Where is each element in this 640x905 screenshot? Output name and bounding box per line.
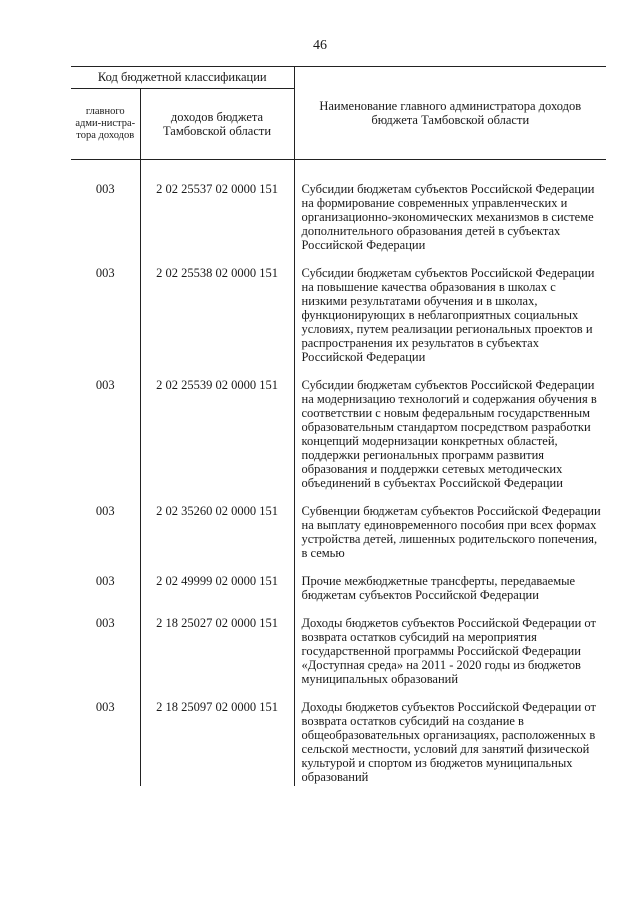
header-chief-administrator: главного адми-нистра-тора доходов [71, 89, 140, 160]
admin-code-cell: 003 [95, 700, 115, 714]
description-cell: Субвенции бюджетам субъектов Российской Федерации на выплату единовременного пособия при всех формах устройства детей, лишенных родительского попечения, в семью [294, 504, 606, 574]
table-body [71, 160, 606, 787]
admin-code-cell: 003 [95, 182, 115, 196]
header-administrator-name: Наименование главного администратора доходов бюджета Тамбовской области [294, 67, 606, 160]
admin-code-cell: 003 [95, 616, 115, 630]
table-row [71, 182, 606, 266]
classification-code-cell: 2 02 49999 02 0000 151 [140, 574, 294, 616]
header-regional-income: доходов бюджета Тамбовской области [140, 89, 294, 160]
classification-code-cell: 2 02 35260 02 0000 151 [140, 504, 294, 574]
budget-classification-table [71, 66, 606, 786]
header-budget-classification-code: Код бюджетной классификации [71, 67, 294, 89]
description-cell: Доходы бюджетов субъектов Российской Федерации от возврата остатков субсидий на мероприятия государственной программы Российской Федерации «Доступная среда» на 2011 - 2020 годы из бюджетов муниципальных образований [294, 616, 606, 700]
page-number: 46 [313, 38, 327, 53]
classification-code-cell: 2 18 25027 02 0000 151 [140, 616, 294, 700]
admin-code-cell: 003 [95, 574, 115, 588]
description-cell: Прочие межбюджетные трансферты, передаваемые бюджетам субъектов Российской Федерации [294, 574, 606, 616]
table-row [71, 378, 606, 504]
description-cell: Субсидии бюджетам субъектов Российской Федерации на повышение качества образования в школах с низкими результатами обучения и в школах, функционирующих в неблагоприятных социальных условиях, путем реализации региональных проектов и распространения их результатов в субъектах Российской Федерации [294, 266, 606, 378]
classification-code-cell: 2 18 25097 02 0000 151 [140, 700, 294, 786]
table-row [71, 504, 606, 574]
admin-code-cell: 003 [95, 504, 115, 518]
classification-code-cell: 2 02 25538 02 0000 151 [140, 266, 294, 378]
classification-code-cell: 2 02 25539 02 0000 151 [140, 378, 294, 504]
description-cell: Доходы бюджетов субъектов Российской Федерации от возврата остатков субсидий на создание в общеобразовательных организациях, расположенных в сельской местности, условий для занятий физической культурой и спортом из бюджетов муниципальных образований [294, 700, 606, 786]
classification-code-cell: 2 02 25537 02 0000 151 [140, 182, 294, 266]
admin-code-cell: 003 [95, 378, 115, 392]
table-header-row-1 [71, 67, 606, 89]
description-cell: Субсидии бюджетам субъектов Российской Федерации на формирование современных управленческих и организационно-экономических механизмов в системе дополнительного образования детей в субъектах Российской Федерации [294, 182, 606, 266]
table-row [71, 616, 606, 700]
table-spacer-row [71, 160, 606, 183]
table-row [71, 700, 606, 786]
table-row [71, 266, 606, 378]
description-cell: Субсидии бюджетам субъектов Российской Федерации на модернизацию технологий и содержания обучения в соответствии с новым федеральным государственным образовательным стандартом посредством разработки концепций модернизации конкретных областей, поддержки региональных программ развития образования и поддержки сетевых методических объединений в субъектах Российской Федерации [294, 378, 606, 504]
admin-code-cell: 003 [95, 266, 115, 280]
table-row [71, 574, 606, 616]
